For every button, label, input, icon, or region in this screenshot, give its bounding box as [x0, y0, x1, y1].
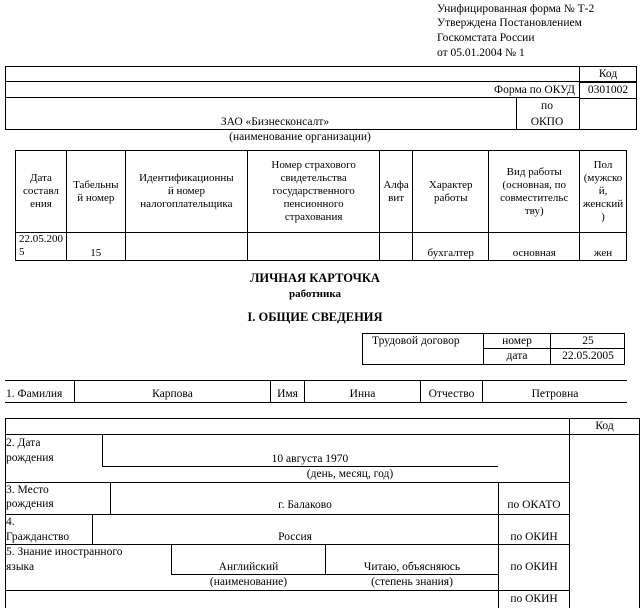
- birth-date-label-2: рождения: [6, 452, 54, 464]
- contract-label: Трудовой договор: [372, 335, 460, 347]
- form-header-line-2: Утверждена Постановлением: [437, 17, 582, 29]
- first-name-label: Имя: [277, 388, 298, 400]
- patronymic-value: Петровна: [531, 388, 579, 400]
- form-header-line-4: от 05.01.2004 № 1: [437, 47, 525, 59]
- cell-gender: жен: [580, 233, 627, 261]
- okin-label-2: по ОКИН: [510, 561, 558, 573]
- language-level-caption: (степень знания): [371, 576, 453, 588]
- surname-label: 1. Фамилия: [6, 388, 63, 400]
- language-caption: (наименование): [209, 576, 288, 588]
- citizenship-label-1: 4.: [6, 516, 15, 528]
- cell-date-composed: 22.05.2005: [16, 233, 67, 261]
- birth-date-caption: (день, месяц, год): [306, 468, 394, 480]
- birth-place-label-2: рождения: [6, 498, 54, 510]
- header-work-type: Вид работы (основная, по совместительс тву): [489, 151, 580, 233]
- organization-name: ЗАО «Бизнесконсалт»: [220, 116, 330, 128]
- languages-label-1: 5. Знание иностранного: [6, 546, 123, 558]
- contract-number-label: номер: [502, 335, 532, 347]
- form-header-line-3: Госкомстата России: [437, 32, 535, 44]
- cell-snils: [248, 233, 380, 261]
- header-work-nature: Характер работы: [413, 151, 489, 233]
- languages-label-2: языка: [6, 561, 35, 573]
- personal-card-table: [15, 150, 627, 261]
- language-value: Английский: [218, 561, 279, 573]
- header-tab-number: Табельны й номер: [66, 151, 125, 233]
- birth-place-label-1: 3. Место: [6, 484, 49, 496]
- birth-place-value: г. Балаково: [278, 499, 332, 511]
- header-gender: Пол (мужско й, женский ): [580, 151, 627, 233]
- okpo-label-1: по: [541, 100, 553, 112]
- kod-label: Код: [598, 68, 618, 80]
- okud-value: 0301002: [587, 84, 629, 96]
- cell-work-nature: бухгалтер: [413, 233, 489, 261]
- first-name-value: Инна: [349, 388, 376, 400]
- form-header-line-1: Унифицированная форма № Т-2: [437, 3, 595, 15]
- okin-label-3: по ОКИН: [510, 593, 558, 605]
- card-title: ЛИЧНАЯ КАРТОЧКА: [250, 271, 380, 285]
- cell-tab-number: 15: [66, 233, 125, 261]
- surname-value: Карпова: [152, 388, 193, 400]
- language-level-value: Читаю, объясняюсь: [363, 561, 461, 573]
- details-kod-label: Код: [595, 420, 614, 432]
- okpo-label-2: ОКПО: [530, 116, 564, 128]
- cell-work-type: основная: [489, 233, 580, 261]
- table-row: [16, 233, 627, 261]
- cell-alphabet: [380, 233, 413, 261]
- okato-label: по ОКАТО: [507, 499, 561, 511]
- citizenship-value: Россия: [278, 531, 312, 543]
- top-ruled-row: [5, 66, 637, 82]
- header-alphabet: Алфа вит: [380, 151, 413, 233]
- patronymic-label: Отчество: [428, 388, 475, 400]
- header-inn: Идентификационны й номер налогоплательщика: [125, 151, 247, 233]
- cell-inn: [125, 233, 247, 261]
- birth-date-label-1: 2. Дата: [6, 437, 41, 449]
- citizenship-label-2: Гражданство: [6, 531, 70, 543]
- card-subtitle: работника: [288, 288, 342, 300]
- section-title: I. ОБЩИЕ СВЕДЕНИЯ: [247, 310, 383, 324]
- okud-label: Форма по ОКУД: [494, 84, 575, 96]
- header-snils: Номер страхового свидетельства государственного пенсионного страхования: [248, 151, 380, 233]
- okin-label-1: по ОКИН: [510, 531, 558, 543]
- birth-date-value: 10 августа 1970: [271, 453, 349, 465]
- contract-number-value: 25: [582, 335, 594, 347]
- contract-date-label: дата: [506, 350, 528, 362]
- contract-date-value: 22.05.2005: [562, 350, 614, 362]
- header-date-composed: Дата составл ения: [16, 151, 67, 233]
- organization-caption: (наименование организации): [229, 131, 371, 143]
